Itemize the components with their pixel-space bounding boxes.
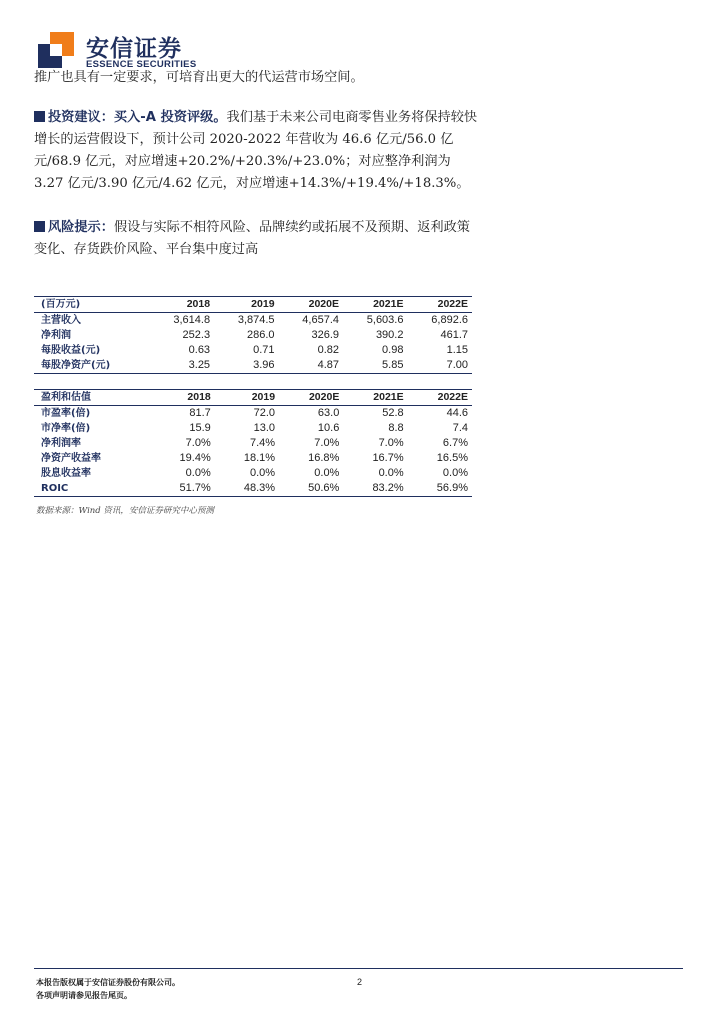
table-header-year: 2021E — [343, 297, 407, 313]
table-cell: 0.71 — [253, 344, 275, 356]
valuation-table — [34, 389, 472, 497]
table-cell: 18.1% — [243, 452, 276, 464]
table-header-year: 2019 — [214, 297, 278, 313]
table-cell: 3.96 — [253, 359, 275, 371]
footer-copyright: 本报告版权属于安信证券股份有限公司。 — [36, 977, 180, 987]
row-label: 主营收入 — [41, 315, 81, 326]
table-row — [34, 313, 472, 329]
table-cell: 6.7% — [442, 437, 468, 449]
table-cell: 390.2 — [375, 329, 404, 341]
table-header-year: 2021E — [343, 390, 407, 406]
page-number: 2 — [357, 977, 363, 987]
investment-advice-paragraph — [34, 107, 478, 195]
table-cell: 3,874.5 — [237, 314, 275, 326]
risk-heading: 风险提示： — [48, 220, 114, 235]
table-row — [34, 451, 472, 466]
table-cell: 0.0% — [378, 467, 404, 479]
table-header-row — [34, 297, 472, 313]
table-cell: 72.0 — [253, 407, 276, 419]
financial-summary-table — [34, 296, 472, 374]
table-cell: 5,603.6 — [366, 314, 404, 326]
logo-mark-icon — [38, 32, 76, 70]
table-cell: 8.8 — [388, 422, 404, 434]
table-cell: 7.0% — [378, 437, 404, 449]
table-cell: 7.4% — [249, 437, 276, 449]
table-header-year: 2022E — [408, 390, 472, 406]
table-cell: 252.3 — [182, 329, 211, 341]
row-label: 净资产收益率 — [41, 453, 101, 464]
investment-advice-heading: 投资建议：买入-A 投资评级。 — [48, 110, 227, 125]
table-cell: 10.6 — [317, 422, 340, 434]
table-cell: 326.9 — [311, 329, 339, 341]
table-header-row — [34, 390, 472, 406]
table-cell: 1.15 — [446, 344, 468, 356]
table-cell: 3.25 — [188, 359, 211, 371]
table-cell: 48.3% — [243, 482, 276, 494]
table-cell: 83.2% — [372, 482, 404, 494]
table-cell: 0.0% — [442, 467, 468, 479]
table-cell: 0.0% — [185, 467, 211, 479]
table-cell: 286.0 — [247, 329, 275, 341]
investment-advice-text: 我们基于未来公司电商零售业务将保持较快增长的运营假设下，预计公司 2020-2022 年营收为 46.6 亿元/56.0 亿元/68.9 亿元，对应增速+20.2%/+20.3%/+23.0%；对应整净利润为 3.27 亿元/3.90 亿元/4.62 亿元，对应增速+14.3%/+19.4%/+18.3%。 — [34, 110, 478, 191]
table-row — [34, 406, 472, 422]
row-label: 净利润率 — [41, 438, 81, 449]
table-cell: 5.85 — [382, 359, 404, 371]
table-cell: 51.7% — [179, 482, 211, 494]
table-header-label: 盈利和估值 — [34, 390, 150, 406]
risk-text: 假设与实际不相符风险、品牌续约或拓展不及预期、返利政策变化、存货跌价风险、平台集中度过高 — [34, 220, 470, 257]
table-cell: 19.4% — [179, 452, 211, 464]
bullet-square-icon — [34, 111, 45, 122]
table-cell: 13.0 — [253, 422, 276, 434]
table-row — [34, 481, 472, 497]
intro-paragraph: 推广也具有一定要求，可培育出更大的代运营市场空间。 — [34, 70, 364, 85]
row-label: 每股净资产(元) — [41, 360, 111, 371]
table-row — [34, 343, 472, 358]
table-header-year: 2022E — [407, 297, 472, 313]
bullet-square-icon — [34, 221, 45, 232]
row-label: 市盈率(倍) — [41, 408, 91, 419]
table-cell: 461.7 — [440, 329, 468, 341]
table-cell: 56.9% — [436, 482, 468, 494]
row-label: 净利润 — [41, 330, 71, 341]
table-cell: 0.63 — [188, 344, 211, 356]
table-header-year: 2018 — [150, 390, 214, 406]
table-cell: 44.6 — [446, 407, 468, 419]
table-row — [34, 436, 472, 451]
table-cell: 16.5% — [436, 452, 468, 464]
table-header-year: 2020E — [279, 390, 343, 406]
row-label: 股息收益率 — [41, 468, 91, 479]
table-cell: 15.9 — [189, 422, 211, 434]
table-cell: 0.98 — [382, 344, 404, 356]
data-source-note: 数据来源：Wind 资讯，安信证券研究中心预测 — [36, 506, 214, 516]
table-cell: 16.7% — [372, 452, 404, 464]
table-cell: 52.8 — [382, 407, 404, 419]
table-header-year: 2019 — [215, 390, 279, 406]
table-cell: 81.7 — [189, 407, 211, 419]
table-header-label: (百万元) — [34, 297, 150, 313]
table-cell: 3,614.8 — [173, 314, 211, 326]
table-cell: 4.87 — [317, 359, 339, 371]
table-cell: 0.82 — [317, 344, 339, 356]
table-cell: 6,892.6 — [431, 314, 468, 326]
table-cell: 0.0% — [314, 467, 340, 479]
logo-english-name: ESSENCE SECURITIES — [86, 59, 197, 70]
table-row — [34, 328, 472, 343]
table-cell: 7.0% — [185, 437, 211, 449]
risk-paragraph — [34, 217, 478, 261]
table-cell: 0.0% — [249, 467, 276, 479]
row-label: 每股收益(元) — [41, 345, 101, 356]
table-cell: 63.0 — [317, 407, 340, 419]
row-label: ROIC — [41, 483, 69, 494]
table-header-year: 2018 — [150, 297, 214, 313]
table-cell: 7.00 — [446, 359, 468, 371]
table-row — [34, 358, 472, 374]
table-cell: 4,657.4 — [302, 314, 339, 326]
row-label: 市净率(倍) — [41, 423, 91, 434]
logo-chinese-name: 安信证券 — [86, 36, 182, 62]
table-cell: 7.0% — [314, 437, 340, 449]
table-cell: 50.6% — [308, 482, 340, 494]
table-row — [34, 466, 472, 481]
table-cell: 16.8% — [308, 452, 340, 464]
footer-disclaimer: 各项声明请参见报告尾页。 — [36, 990, 132, 1000]
table-cell: 7.4 — [452, 422, 468, 434]
table-header-year: 2020E — [279, 297, 343, 313]
footer-divider — [34, 968, 683, 969]
table-row — [34, 421, 472, 436]
